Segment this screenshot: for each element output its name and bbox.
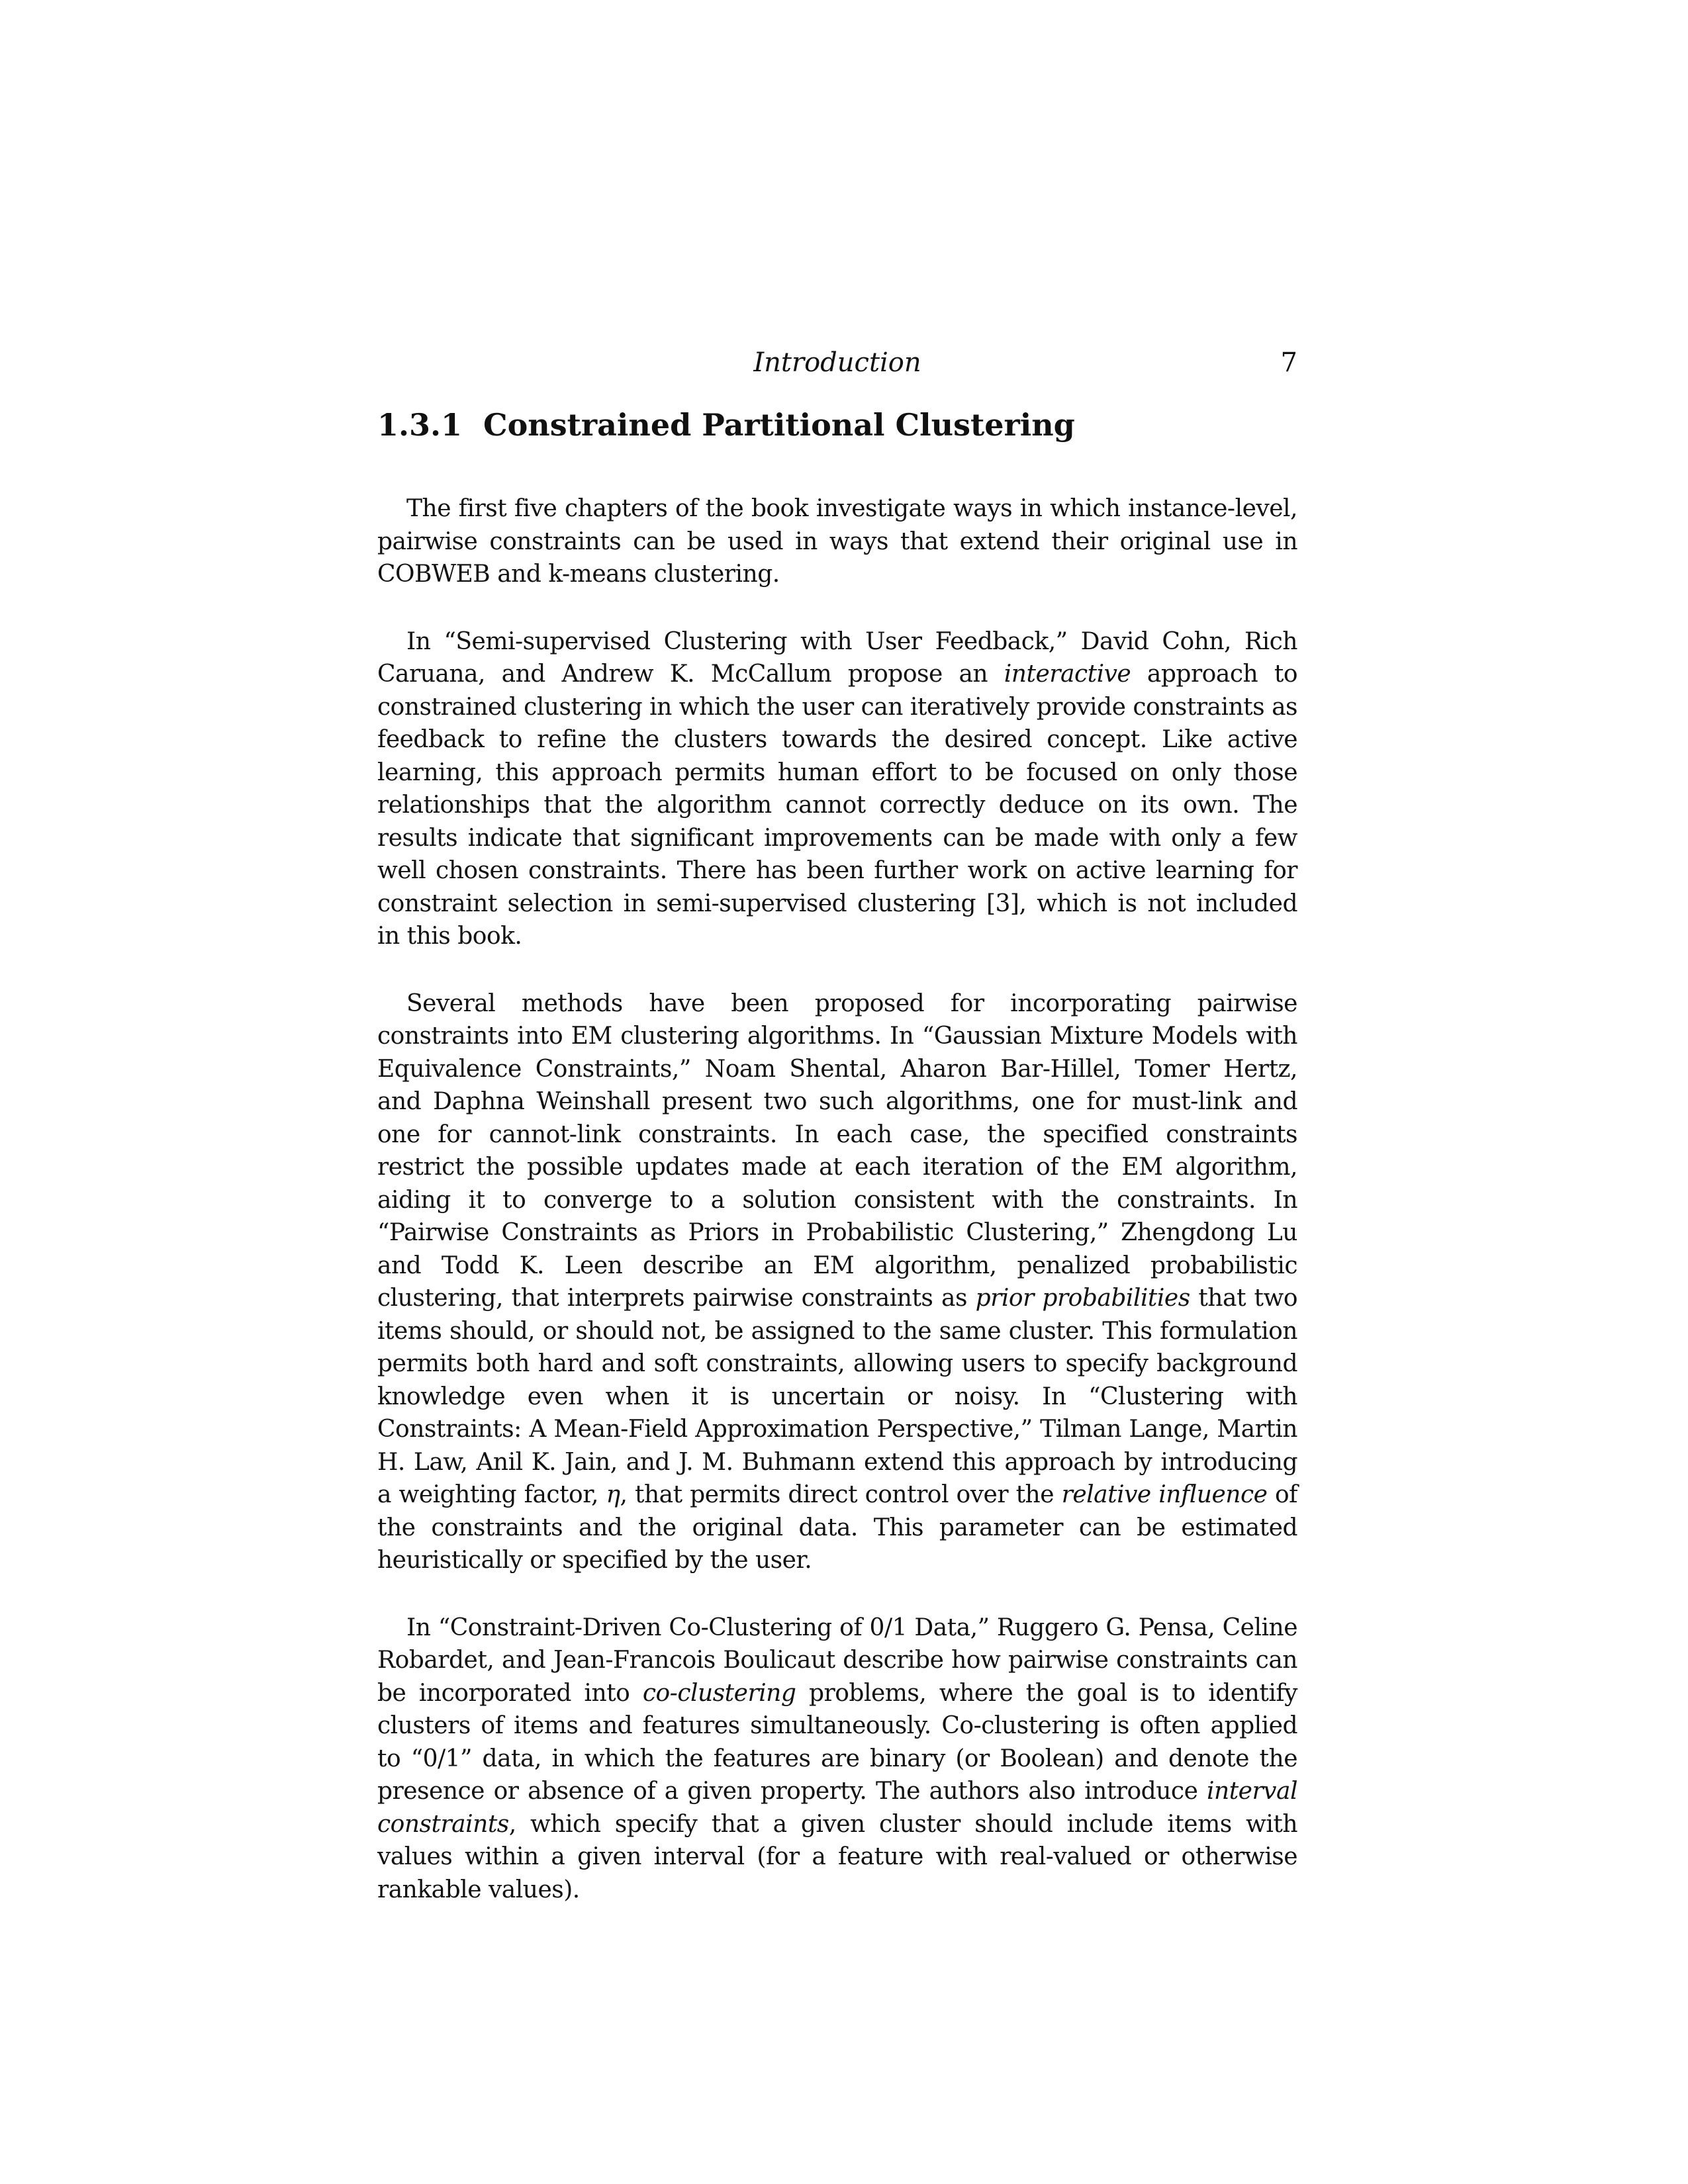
emphasis-text: interactive [1004, 660, 1131, 688]
paragraph-text: In “Semi-supervised Clustering with User Feedback,” David Cohn, Rich Caruana, and Andrew K. McCallum propose an [377, 627, 1297, 688]
paragraph-text: In “Constraint-Driven Co-Clustering of 0/1 Data,” Ruggero G. Pensa, Celine Robardet, and Jean-Francois Boulicaut describe how pairwise constraints can be incorporated into [377, 1614, 1297, 1707]
paragraph-em-methods [377, 987, 1297, 1577]
paragraph-text: approach to constrained clustering in which the user can iteratively provide constraints as feedback to refine the clusters towards the desired concept. Like active learning, this approach permits human effort to be focused on only those relationships that the algorithm cannot correctly deduce on its own. The results indicate that significant improvements can be made with only a few well chosen constraints. There has been further work on active learning for constraint selection in semi-supervised clustering [3], which is not included in this book. [377, 660, 1297, 950]
paragraph-text: of the constraints and the original data. This parameter can be estimated heuristically or specified by the user. [377, 1481, 1297, 1574]
paragraph-text: The first five chapters of the book investigate ways in which instance-level, pairwise constraints can be used in ways that extend their original use in COBWEB and k-means clustering. [377, 495, 1297, 588]
paragraph-co-clustering [377, 1612, 1297, 1907]
emphasis-text: prior probabilities [975, 1285, 1190, 1312]
paragraph-text: that two items should, or should not, be assigned to the same cluster. This formulation permits both hard and soft constraints, allowing users to specify background knowledge even when it is uncertain or noisy. In “Clustering with Constraints: A Mean-Field Approximation Perspective,” Tilman Lange, Martin H. Law, Anil K. Jain, and J. M. Buhmann extend this approach by introducing a weighting factor, [377, 1285, 1298, 1508]
paragraph-intro [377, 492, 1297, 591]
paragraph-text: problems, where the goal is to identify clusters of items and features simultaneously. Co-clustering is often applied to “0/1” data, in which the features are binary (or Boolean) and denote the presence or absence of a given property. The authors also introduce [377, 1679, 1297, 1805]
page-number: 7 [1280, 347, 1297, 378]
section-number: 1.3.1 [377, 407, 463, 443]
paragraph-text: , that permits direct control over the [620, 1481, 1062, 1508]
section-title: Constrained Partitional Clustering [483, 407, 1075, 443]
body-text [377, 492, 1297, 1940]
emphasis-text: co-clustering [642, 1679, 796, 1707]
running-header [377, 343, 1297, 383]
emphasis-text: interval constraints [377, 1778, 1297, 1838]
emphasis-text: relative influence [1061, 1481, 1268, 1508]
paragraph-text: Several methods have been proposed for incorporating pairwise constraints into EM clustering algorithms. In “Gaussian Mixture Models with Equivalence Constraints,” Noam Shental, Aharon Bar-Hillel, Tomer Hertz, and Daphna Weinshall present two such algorithms, one for must-link and one for cannot-link constraints. In each case, the specified constraints restrict the possible updates made at each iteration of the EM algorithm, aiding it to converge to a solution consistent with the constraints. In “Pairwise Constraints as Priors in Probabilistic Clustering,” Zhengdong Lu and Todd K. Leen describe an EM algorithm, penalized probabilistic clustering, that interprets pairwise constraints as [377, 989, 1297, 1312]
eta-symbol: η [606, 1481, 620, 1508]
paragraph-cohn [377, 625, 1297, 953]
section-heading [377, 404, 1304, 446]
running-title: Introduction [753, 347, 921, 378]
paragraph-text: , which specify that a given cluster should include items with values within a given interval (for a feature with real-valued or otherwise rankable values). [377, 1810, 1297, 1903]
